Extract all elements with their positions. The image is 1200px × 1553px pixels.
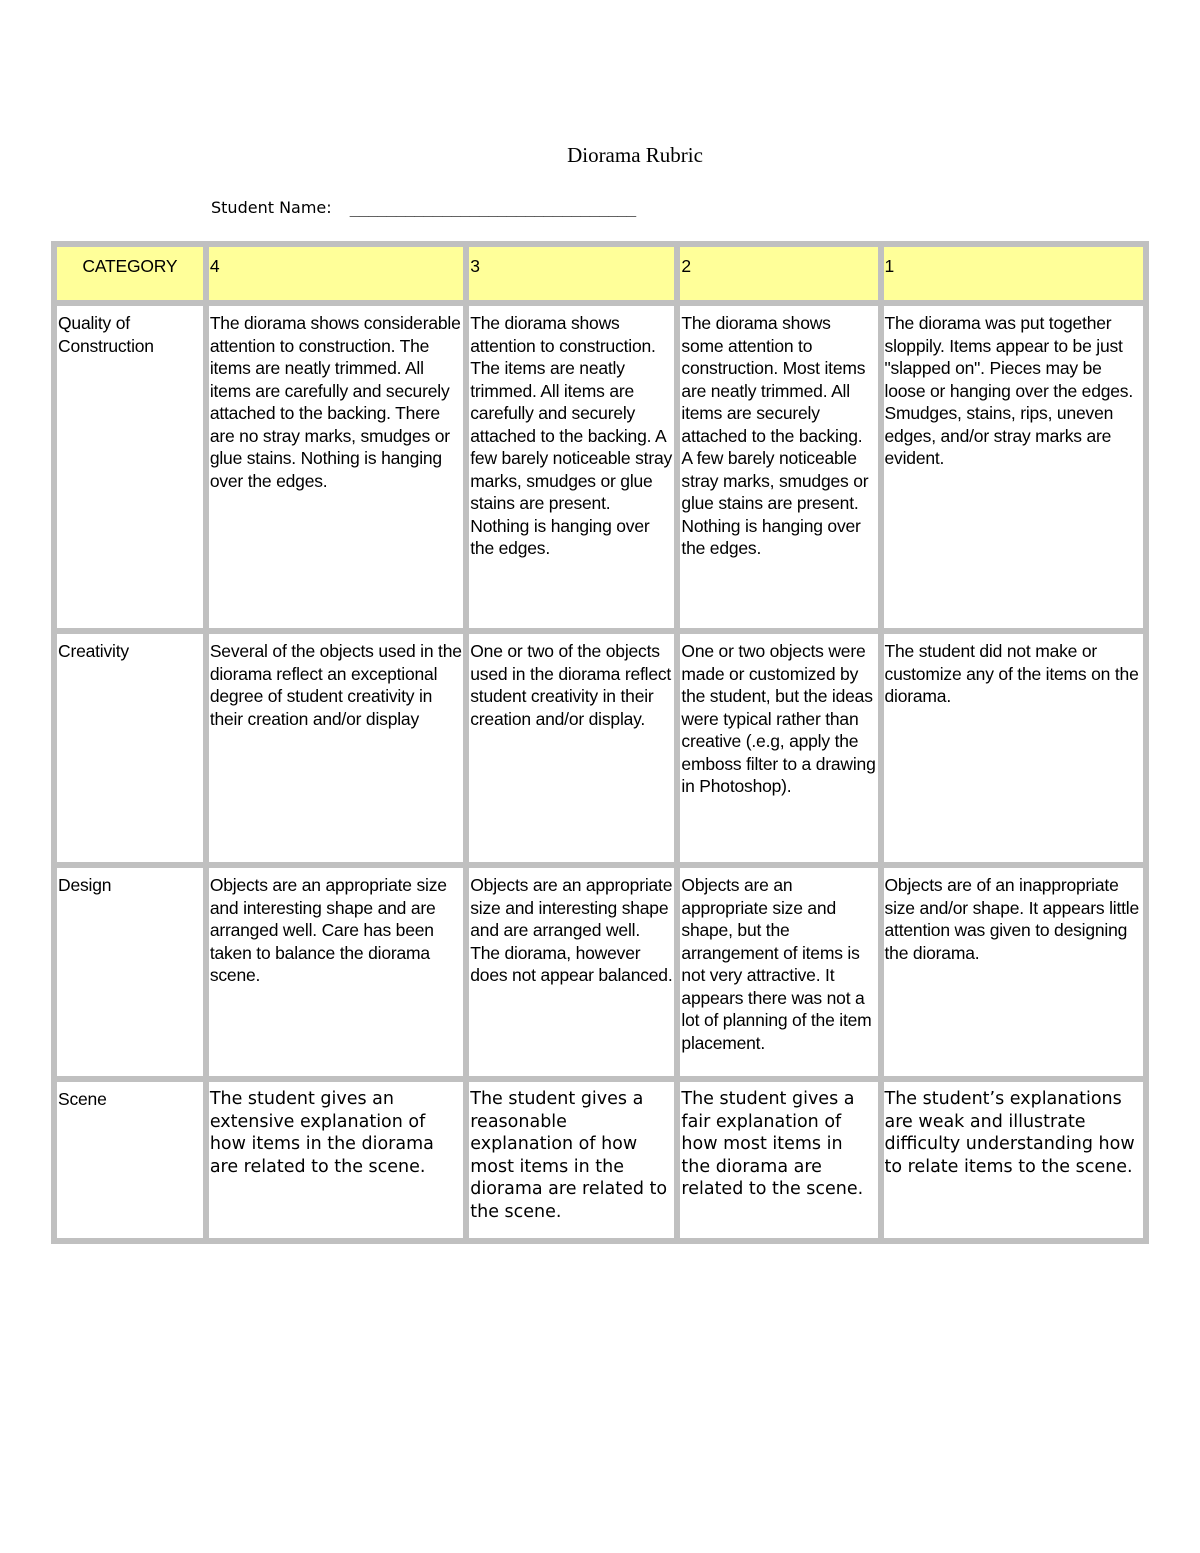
category-quality: Quality of Construction — [57, 306, 203, 628]
creativity-score-3: One or two of the objects used in the diorama reflect student creativity in their creation and/or display. — [469, 634, 674, 862]
quality-score-2: The diorama shows some attention to construction. Most items are neatly trimmed. All items are securely attached to the backing. A few barely noticeable stray marks, smudges or glue stains are present. Nothing is hanging over the edges. — [680, 306, 877, 628]
rubric-row-creativity — [57, 634, 1143, 862]
design-score-1: Objects are of an inappropriate size and/or shape. It appears little attention was given to designing the diorama. — [884, 868, 1143, 1076]
scene-score-3: The student gives a reasonable explanation of how most items in the diorama are related to the scene. — [469, 1082, 674, 1238]
rubric-row-scene — [57, 1082, 1143, 1238]
student-name-label: Student Name: — [211, 198, 332, 217]
rubric-header-row — [57, 247, 1143, 300]
header-score-2: 2 — [680, 247, 877, 300]
quality-score-4: The diorama shows considerable attention to construction. The items are neatly trimmed. All items are carefully and securely attached to the backing. There are no stray marks, smudges or glue stains. Nothing is hanging over the edges. — [209, 306, 463, 628]
header-score-3: 3 — [469, 247, 674, 300]
rubric-row-design — [57, 868, 1143, 1076]
header-score-4: 4 — [209, 247, 463, 300]
scene-score-1: The student’s explanations are weak and illustrate difficulty understanding how to relate items to the scene. — [884, 1082, 1143, 1238]
rubric-row-quality — [57, 306, 1143, 628]
header-score-1: 1 — [884, 247, 1143, 300]
category-design: Design — [57, 868, 203, 1076]
category-scene: Scene — [57, 1082, 203, 1238]
header-category: CATEGORY — [57, 247, 203, 300]
scene-score-2: The student gives a fair explanation of how most items in the diorama are related to the scene. — [680, 1082, 877, 1238]
creativity-score-4: Several of the objects used in the diorama reflect an exceptional degree of student creativity in their creation and/or display — [209, 634, 463, 862]
creativity-score-1: The student did not make or customize any of the items on the diorama. — [884, 634, 1143, 862]
creativity-score-2: One or two objects were made or customized by the student, but the ideas were typical rather than creative (.e.g, apply the emboss filter to a drawing in Photoshop). — [680, 634, 877, 862]
quality-score-3: The diorama shows attention to construction. The items are neatly trimmed. All items are carefully and securely attached to the backing. A few barely noticeable stray marks, smudges or glue stains are present. Nothing is hanging over the edges. — [469, 306, 674, 628]
document-title: Diorama Rubric — [567, 143, 703, 167]
rubric-table — [51, 241, 1149, 1244]
category-creativity: Creativity — [57, 634, 203, 862]
scene-score-4: The student gives an extensive explanation of how items in the diorama are related to the scene. — [209, 1082, 463, 1238]
design-score-4: Objects are an appropriate size and interesting shape and are arranged well. Care has been taken to balance the diorama scene. — [209, 868, 463, 1076]
design-score-3: Objects are an appropriate size and interesting shape and are arranged well. The diorama, however does not appear balanced. — [469, 868, 674, 1076]
quality-score-1: The diorama was put together sloppily. Items appear to be just "slapped on". Pieces may be loose or hanging over the edges. Smudges, stains, rips, uneven edges, and/or stray marks are evident. — [884, 306, 1143, 628]
design-score-2: Objects are an appropriate size and shape, but the arrangement of items is not very attractive. It appears there was not a lot of planning of the item placement. — [680, 868, 877, 1076]
student-name-blank: _______________________________ — [349, 198, 636, 217]
student-name-line — [211, 198, 636, 217]
